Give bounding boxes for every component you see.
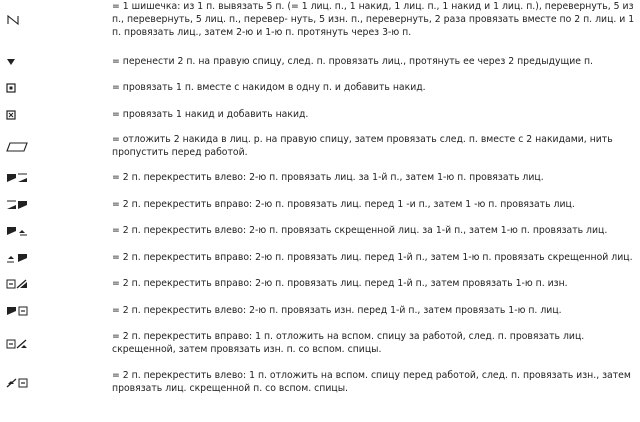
down-triangle-icon — [6, 56, 30, 68]
legend-text: = провязать 1 накид и добавить накид. — [112, 109, 309, 120]
cross-right-purl-icon — [6, 278, 30, 290]
legend-text: = провязать 1 п. вместе с накидом в одну п. и добавить накид. — [112, 82, 426, 93]
cross-right-twisted-icon — [6, 252, 30, 264]
legend-text: = 2 п. перекрестить влево: 2-ю п. провязать изн. перед 1-й п., затем провязать 1-ю п. лиц. — [112, 305, 562, 316]
legend-text: = 2 п. перекрестить влево: 2-ю п. провязать скрещенной лиц. за 1-й п., затем 1-ю п. провязать лиц. — [112, 225, 608, 236]
cross-left-knit-icon — [6, 172, 30, 184]
legend-text: = 2 п. перекрестить влево: 1 п. отложить на вспом. спицу перед работой, след. п. провязать изн., затем провязать лиц. скрещенной п. со вспом. спицы. — [112, 370, 631, 395]
legend-text: = перенести 2 п. на правую спицу, след. п. провязать лиц., протянуть ее через 2 предыдущие п. — [112, 56, 594, 67]
square-cross-icon — [6, 109, 30, 121]
legend-text: = 2 п. перекрестить влево: 2-ю п. провязать лиц. за 1-й п., затем 1-ю п. провязать лиц. — [112, 172, 544, 183]
legend-text: = 2 п. перекрестить вправо: 2-ю п. провязать лиц. перед 1 -и п., затем 1 -ю п. провязать лиц. — [112, 199, 575, 210]
legend-text: = 1 шишечка: из 1 п. вывязать 5 п. (= 1 лиц. п., 1 накид, 1 лиц. п., 1 накид и 1 лиц. п.), перевернуть, 5 из п., перевернуть, 5 лиц. п., перевер- нуть, 5 изн. п., перевернуть, 2 раза провязать вместе по 2 п. лиц. и 1 п. провязать лиц., затем 2-ю и 1-ю п. протянуть через 3-ю п. — [112, 1, 635, 39]
legend-text: = отложить 2 накида в лиц. р. на правую спицу, затем провязать след. п. вместе с 2 накидами, нить пропустить перед работой. — [112, 134, 613, 159]
cross-left-twisted-icon — [6, 225, 30, 237]
slanted-rectangle-icon — [6, 141, 30, 153]
square-dot-icon — [6, 82, 30, 94]
legend-text: = 2 п. перекрестить вправо: 2-ю п. провязать лиц. перед 1-й п., затем 1-ю п. провязать скрещенной лиц. — [112, 252, 633, 263]
n-shape-bobble-icon — [6, 14, 30, 26]
cable-right-needle-icon — [6, 338, 30, 350]
cross-left-purl-icon — [6, 305, 30, 317]
legend-text: = 2 п. перекрестить вправо: 1 п. отложить на вспом. спицу за работой, след. п. провязать лиц. скрещенной, затем провязать изн. п. со вспом. спицы. — [112, 331, 585, 356]
cross-right-knit-icon — [6, 199, 30, 211]
cable-left-needle-icon — [6, 377, 30, 389]
legend-text: = 2 п. перекрестить вправо: 2-ю п. провязать лиц. перед 1-й п., затем провязать 1-ю п. изн. — [112, 278, 568, 289]
